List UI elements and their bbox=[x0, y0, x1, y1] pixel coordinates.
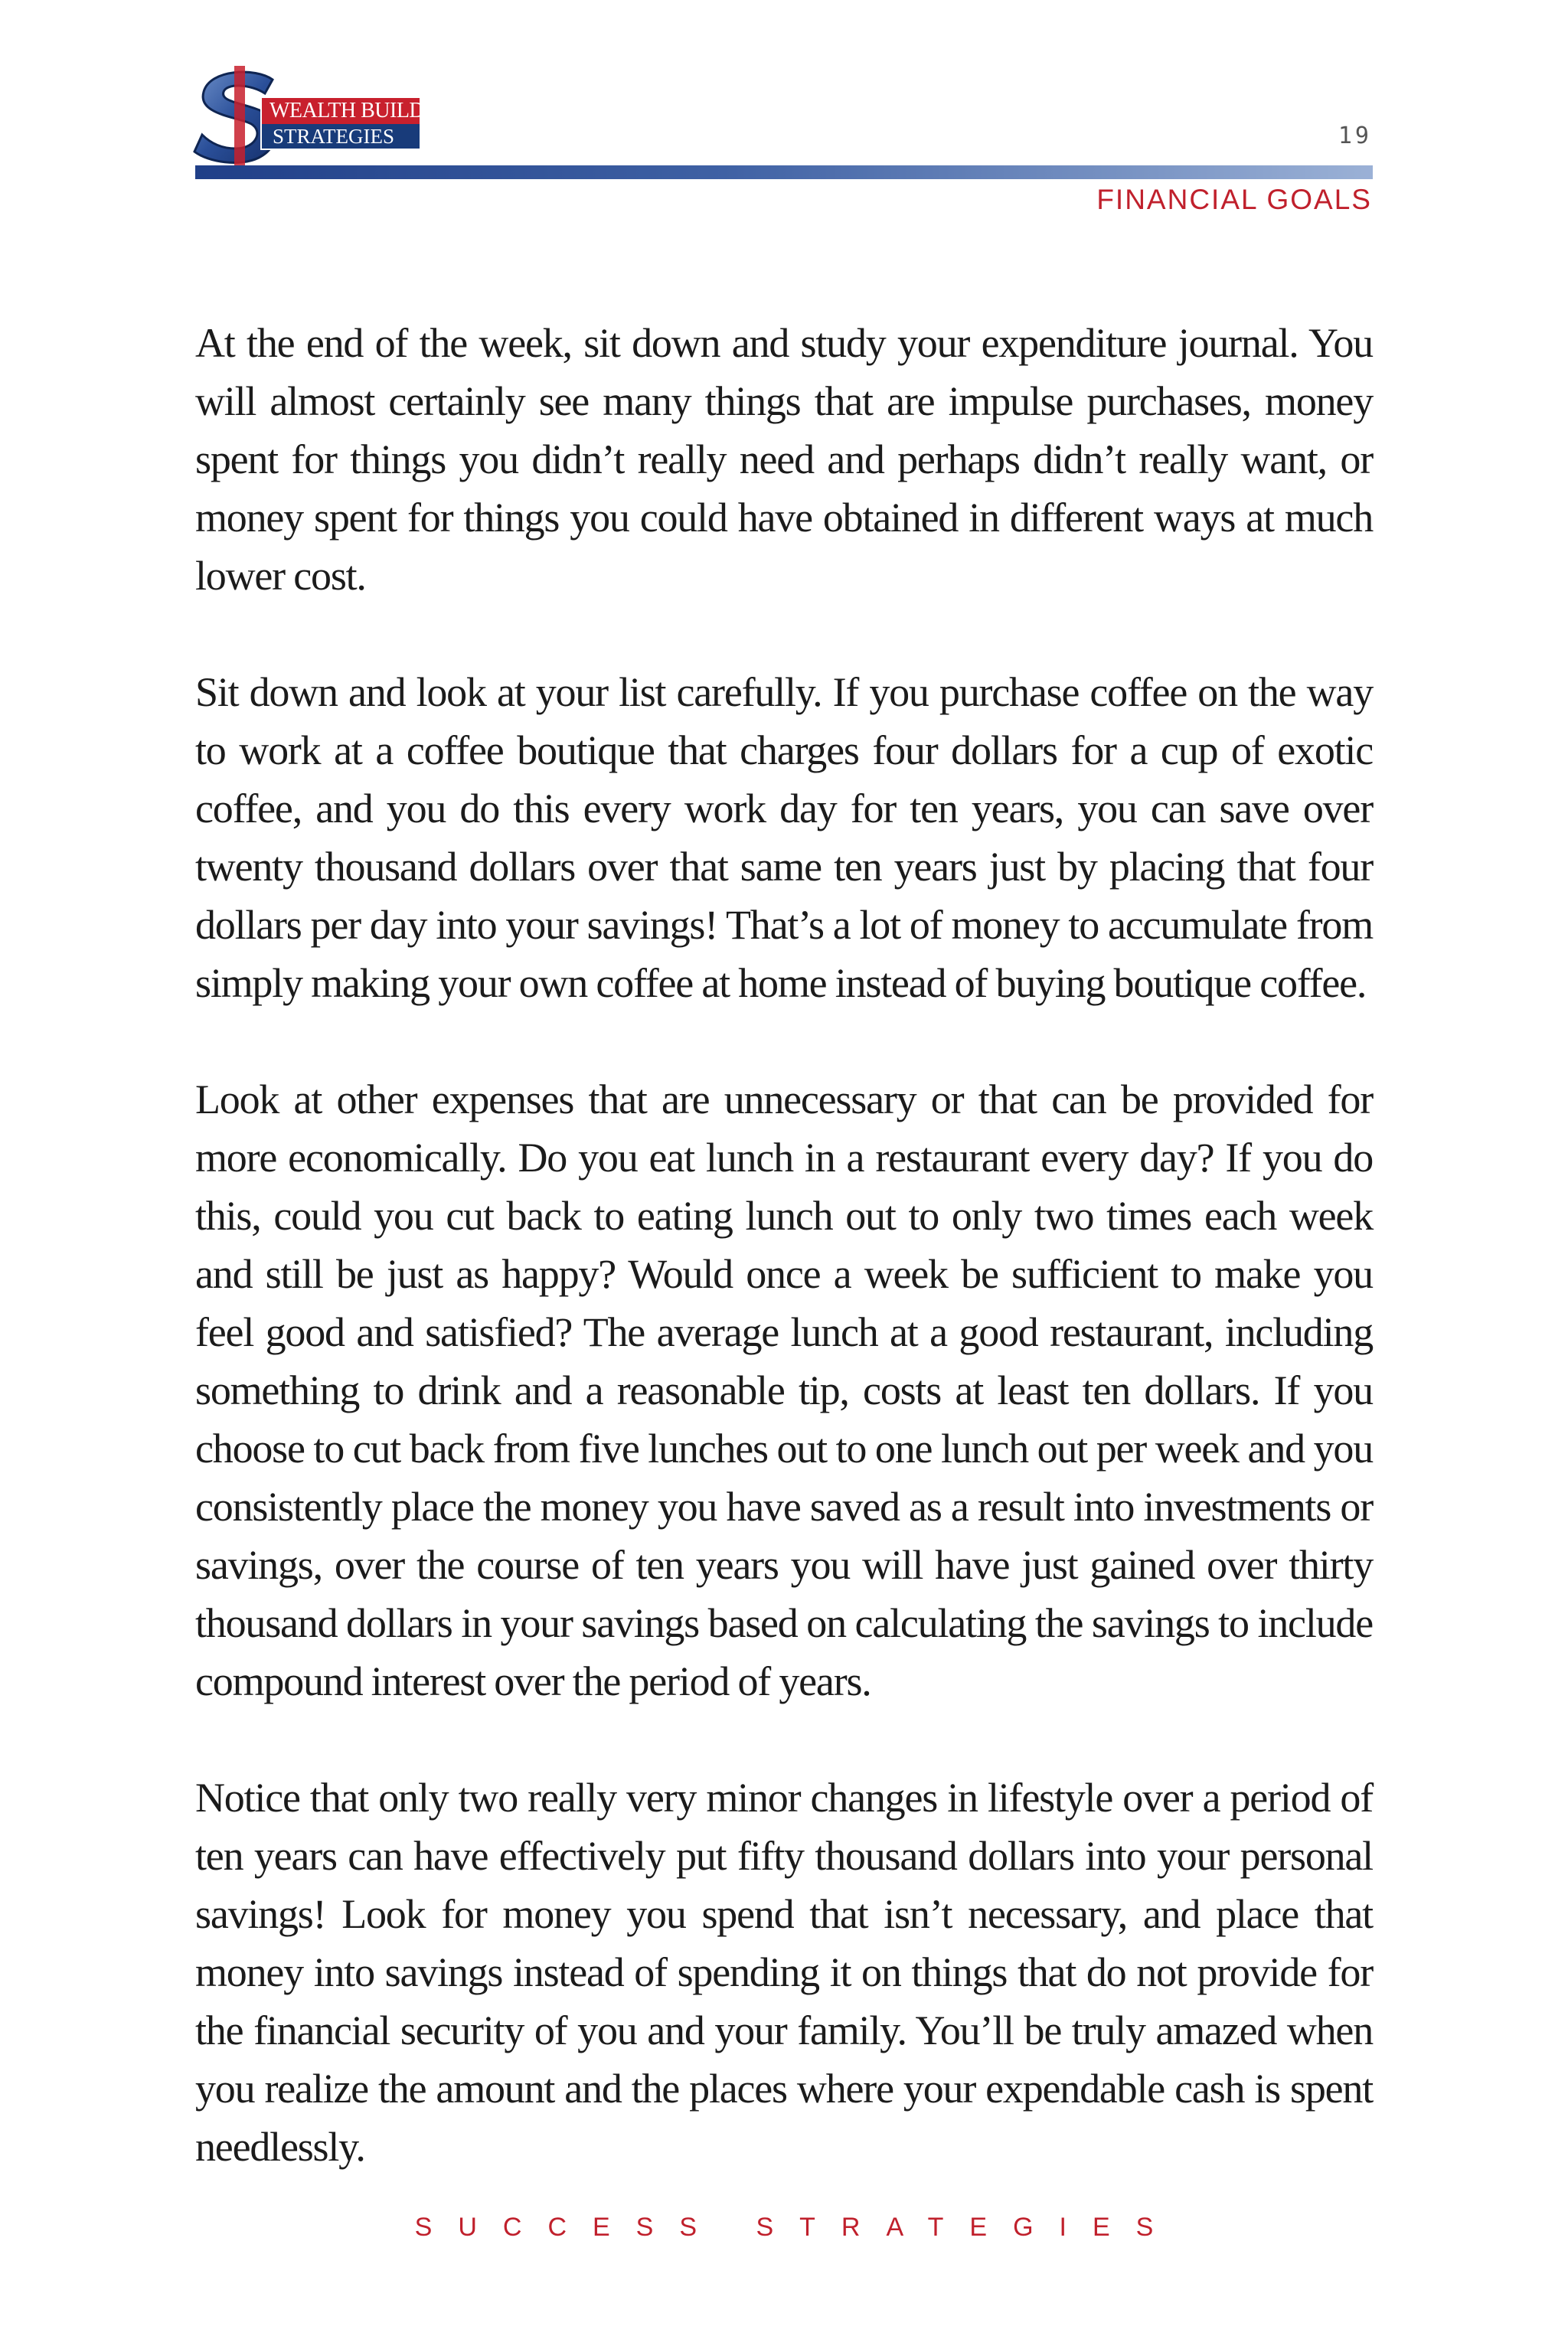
brand-logo bbox=[190, 66, 462, 167]
paragraph-4: Notice that only two really very minor changes in lifestyle over a period of ten years can have effectively put fifty thousand dollars into your personal savings! Look for money you spend that isn’t necessary, and place that money into savings instead of spending it on things that do not provide for the financial security of you and your family. You’ll be truly amazed when you realize the amount and the places where your expendable cash is spent needlessly. bbox=[195, 1775, 1373, 2170]
logo-line-1: WEALTH BUILDING bbox=[260, 96, 421, 124]
paragraph-3: Look at other expenses that are unnecessary or that can be provided for more economically. Do you eat lunch in a restaurant every day? If you do this, could you cut back to eating lunch out to only two times each week and still be just as happy? Would once a week be sufficient to make you feel good and satisfied? The average lunch at a good restaurant, including something to drink and a reasonable tip, costs at least ten dollars. If you choose to cut back from five lunches out to one lunch out per week and you consistently place the money you have saved as a result into investments or savings, over the course of ten years you will have just gained over thirty thousand dollars in your savings based on calculating the savings to include compound interest over the period of years. bbox=[195, 1076, 1373, 1704]
page-number: 19 bbox=[1338, 122, 1372, 149]
logo-wordmark bbox=[260, 96, 462, 149]
paragraph-2: Sit down and look at your list carefully. If you purchase coffee on the way to work at a coffee boutique that charges four dollars for a cup of exotic coffee, and you do this every work day for ten years, you can save over twenty thousand dollars over that same ten years just by placing that four dollars per day into your savings! That’s a lot of money to accumulate from simply making your own coffee at home instead of buying boutique coffee. bbox=[195, 669, 1373, 1006]
body-content bbox=[195, 314, 1373, 2234]
section-title: FINANCIAL GOALS bbox=[1096, 184, 1372, 215]
logo-line-2: STRATEGIES bbox=[260, 124, 421, 150]
paragraph-1: At the end of the week, sit down and study your expenditure journal. You will almost certainly see many things that are impulse purchases, money spent for things you didn’t really need and perhaps didn’t really want, or money spent for things you could have obtained in different ways at much lower cost. bbox=[195, 320, 1373, 599]
header-divider bbox=[195, 165, 1373, 179]
footer-tagline: SUCCESS STRATEGIES bbox=[414, 2213, 1180, 2242]
